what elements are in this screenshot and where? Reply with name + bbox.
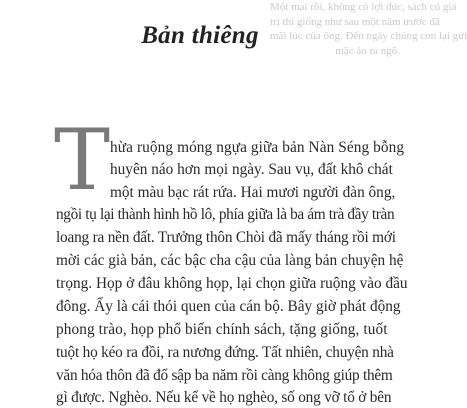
body-line: đông. Ấy là cái thói quen của cán bộ. Bây giờ phát động [56, 298, 401, 315]
body-line: tuột họ kéo ra đồi, ra nương đứng. Tất nhiên, chuyện nhà [56, 344, 394, 361]
body-line: mời các già bản, các bậc cha cậu của làng bản chuyện hệ [56, 252, 404, 269]
body-line: một màu bạc rát rứa. Hai mươi người đàn ông, [110, 184, 396, 201]
bleed-through-line: mặc áo ra ngõ. [335, 44, 400, 57]
bleed-through-line: Một mai rồi, không có lợi đúc, sách có giá [270, 1, 457, 13]
body-line: phong trào, họp phổ biến chính sách, tặng giống, tuốt [56, 321, 388, 338]
body-line: ngồi tụ lại thành hình hồ lô, phía giữa là ba ám trà đầy tràn [56, 206, 395, 223]
drop-cap-letter: T [54, 111, 111, 209]
bleed-through-text [270, 0, 467, 105]
body-line: huyên náo hơn mọi ngày. Sau vụ, đất khô chát [110, 161, 393, 178]
body-line: loang ra nền đất. Trưởng thôn Chòi đã mấy tháng rồi mới [56, 229, 396, 246]
bleed-through-line: mãi lúc của ông. Đến ngày chúng con lại gửi [270, 30, 467, 42]
body-line: hừa ruộng móng ngựa giữa bản Nàn Séng bỗng [110, 139, 405, 156]
body-line: gì được. Nghèo. Nếu kể về họ nghèo, số ong vỡ tổ ở bên [56, 389, 392, 406]
body-line: văn hóa thôn đã đổ sập ba năm rồi càng không giúp thêm [56, 367, 393, 384]
chapter-title: Bản thiêng [141, 22, 259, 49]
body-line: trọng. Họp ở đâu không họp, lại chọn giữa ruộng vào đầu [56, 275, 408, 292]
bleed-through-line: trị thì giống như sau một năm trước đã [270, 15, 440, 28]
